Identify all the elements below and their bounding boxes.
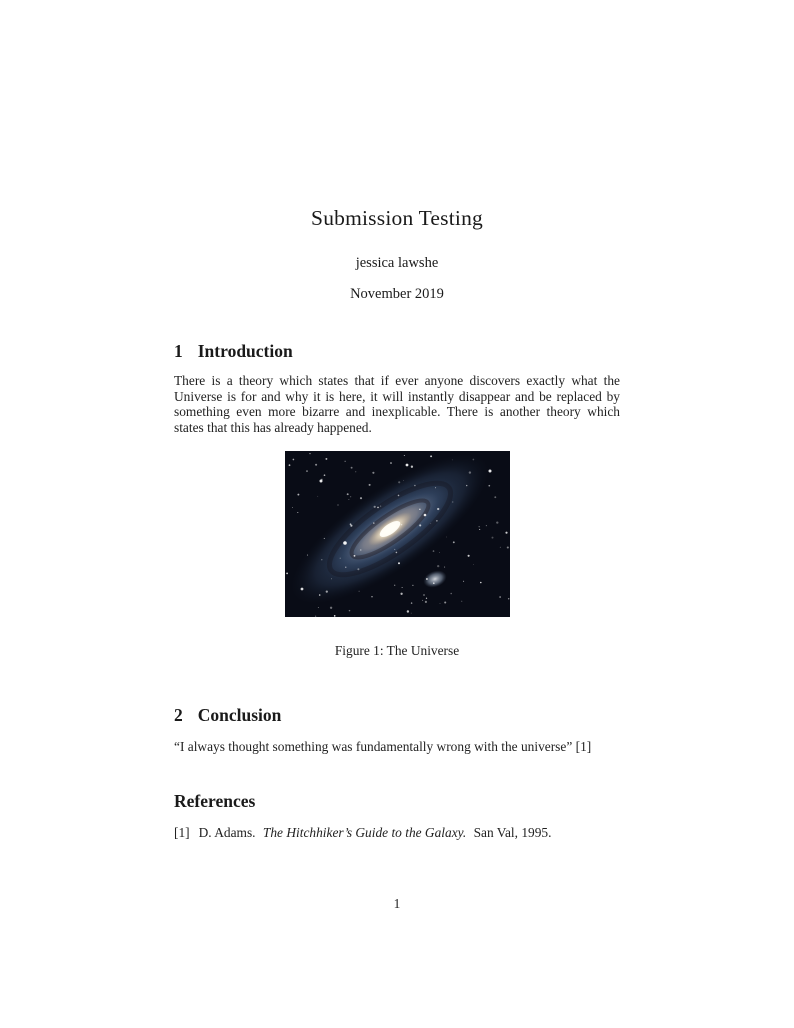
conclusion-paragraph: “I always thought something was fundamentally wrong with the universe” [1] [174,739,592,755]
figure-caption: Figure 1: The Universe [334,643,460,659]
galaxy-image [285,451,510,617]
section-title: Introduction [197,341,293,361]
section-heading-introduction [174,303,620,362]
introduction-paragraph: There is a theory which states that if ever anyone discovers exactly what the Universe is for and why it is here, it will instantly disappear and be replaced by something even more bizarre and inexplicable. There is another theory which states that this has already happened. [174,373,620,435]
figure-1 [174,451,620,659]
reference-text [199,825,552,841]
reference-label: [1] [174,824,190,840]
reference-publisher: San Val, 1995. [473,824,552,840]
title-block [174,0,620,303]
references-heading: References [174,790,256,811]
reference-title: The Hitchhiker’s Guide to the Galaxy. [262,824,467,840]
section-number: 1 [174,341,183,361]
date-line: November 2019 [350,286,444,302]
reference-entry [174,825,620,841]
section-heading-conclusion [174,659,620,726]
reference-author: D. Adams. [198,824,256,840]
author-line: jessica lawshe [355,255,439,271]
section-number: 2 [174,705,183,726]
page-number: 1 [393,896,401,911]
page-title: Submission Testing [311,206,483,230]
section-title: Conclusion [197,705,282,726]
